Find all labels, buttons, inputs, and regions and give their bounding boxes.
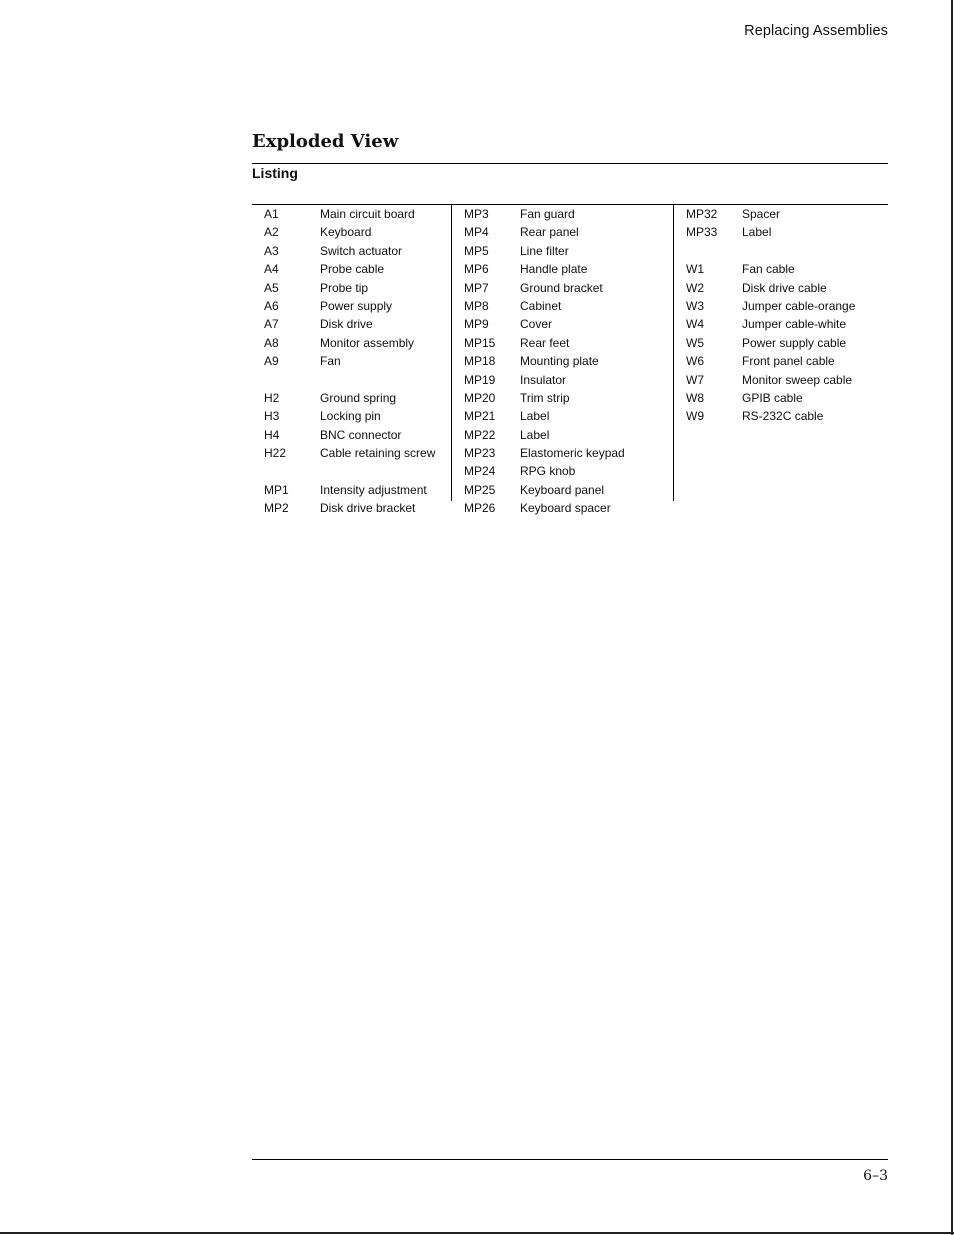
running-header: Replacing Assemblies	[744, 23, 888, 39]
part-reference: W6	[686, 354, 704, 369]
part-reference: H2	[264, 390, 280, 405]
part-description: Cable retaining screw	[320, 446, 436, 461]
part-description: Intensity adjustment	[320, 482, 427, 497]
part-reference: MP25	[464, 482, 496, 497]
part-description: Switch actuator	[320, 243, 403, 258]
part-description: BNC connector	[320, 427, 402, 442]
part-reference: H4	[264, 427, 280, 442]
part-reference: A2	[264, 225, 279, 240]
page-number: 6–3	[863, 1168, 888, 1184]
part-description: Main circuit board	[320, 207, 415, 221]
part-description: Locking pin	[320, 409, 381, 424]
part-description: Handle plate	[520, 262, 588, 277]
part-reference: MP6	[464, 262, 489, 277]
part-reference: MP21	[464, 409, 496, 424]
part-reference: MP33	[686, 225, 718, 240]
part-description: Fan	[320, 354, 341, 369]
part-reference: A7	[264, 317, 279, 332]
part-description: Ground spring	[320, 390, 397, 405]
part-reference: H3	[264, 409, 280, 424]
part-reference: MP24	[464, 464, 496, 479]
column-separator	[673, 205, 674, 501]
part-reference: MP2	[264, 501, 289, 516]
part-description: Keyboard spacer	[520, 501, 611, 516]
footer-rule	[252, 1159, 888, 1160]
part-description: Line filter	[520, 243, 569, 258]
part-description: Label	[520, 409, 550, 424]
part-reference: MP22	[464, 427, 496, 442]
part-description: RPG knob	[520, 464, 576, 479]
part-description: Keyboard	[320, 225, 372, 240]
part-reference: H22	[264, 446, 287, 461]
part-description: Insulator	[520, 372, 567, 387]
part-description: Rear feet	[520, 335, 570, 350]
page-edge-right	[951, 0, 953, 1235]
section-subtitle: Listing	[252, 165, 298, 181]
part-description: Disk drive cable	[742, 280, 827, 295]
part-description: Power supply cable	[742, 335, 847, 350]
part-reference: MP23	[464, 446, 496, 461]
part-description: GPIB cable	[742, 390, 803, 405]
part-description: Disk drive	[320, 317, 373, 332]
part-reference: W3	[686, 298, 704, 313]
part-description: Power supply	[320, 298, 393, 313]
part-reference: MP8	[464, 298, 489, 313]
part-reference: A9	[264, 354, 279, 369]
part-reference: MP1	[264, 482, 289, 497]
title-rule	[252, 163, 888, 164]
part-description: RS-232C cable	[742, 409, 824, 424]
part-description: Front panel cable	[742, 354, 835, 369]
part-description: Rear panel	[520, 225, 579, 240]
part-description: Trim strip	[520, 390, 570, 405]
part-reference: MP3	[464, 207, 489, 221]
part-reference: MP18	[464, 354, 496, 369]
part-description: Cover	[520, 317, 553, 332]
part-reference: MP7	[464, 280, 489, 295]
part-reference: MP20	[464, 390, 496, 405]
part-reference: W5	[686, 335, 704, 350]
part-reference: MP4	[464, 225, 489, 240]
part-description: Jumper cable-white	[742, 317, 847, 332]
column-separator	[451, 205, 452, 501]
part-description: Probe tip	[320, 280, 369, 295]
part-description: Probe cable	[320, 262, 385, 277]
part-reference: A6	[264, 298, 279, 313]
part-description: Monitor assembly	[320, 335, 415, 350]
part-description: Mounting plate	[520, 354, 599, 369]
section-title: Exploded View	[252, 131, 399, 152]
part-reference: W7	[686, 372, 704, 387]
page-edge-bottom	[0, 1232, 954, 1234]
part-reference: W9	[686, 409, 704, 424]
part-reference: MP19	[464, 372, 496, 387]
part-description: Spacer	[742, 207, 781, 221]
part-reference: W2	[686, 280, 704, 295]
part-description: Elastomeric keypad	[520, 446, 625, 461]
part-reference: A1	[264, 207, 279, 221]
part-reference: A3	[264, 243, 279, 258]
part-description: Label	[742, 225, 772, 240]
part-reference: MP15	[464, 335, 496, 350]
part-reference: A5	[264, 280, 279, 295]
part-description: Fan cable	[742, 262, 795, 277]
part-description: Ground bracket	[520, 280, 603, 295]
part-description: Cabinet	[520, 298, 562, 313]
part-description: Keyboard panel	[520, 482, 605, 497]
part-reference: W4	[686, 317, 704, 332]
part-reference: A4	[264, 262, 279, 277]
part-reference: W1	[686, 262, 704, 277]
part-reference: MP5	[464, 243, 489, 258]
part-reference: MP32	[686, 207, 718, 221]
part-description: Monitor sweep cable	[742, 372, 853, 387]
part-reference: MP9	[464, 317, 489, 332]
part-description: Fan guard	[520, 207, 575, 221]
part-reference: MP26	[464, 501, 496, 516]
part-description: Disk drive bracket	[320, 501, 416, 516]
part-description: Jumper cable-orange	[742, 298, 856, 313]
part-reference: A8	[264, 335, 279, 350]
part-description: Label	[520, 427, 550, 442]
part-reference: W8	[686, 390, 704, 405]
